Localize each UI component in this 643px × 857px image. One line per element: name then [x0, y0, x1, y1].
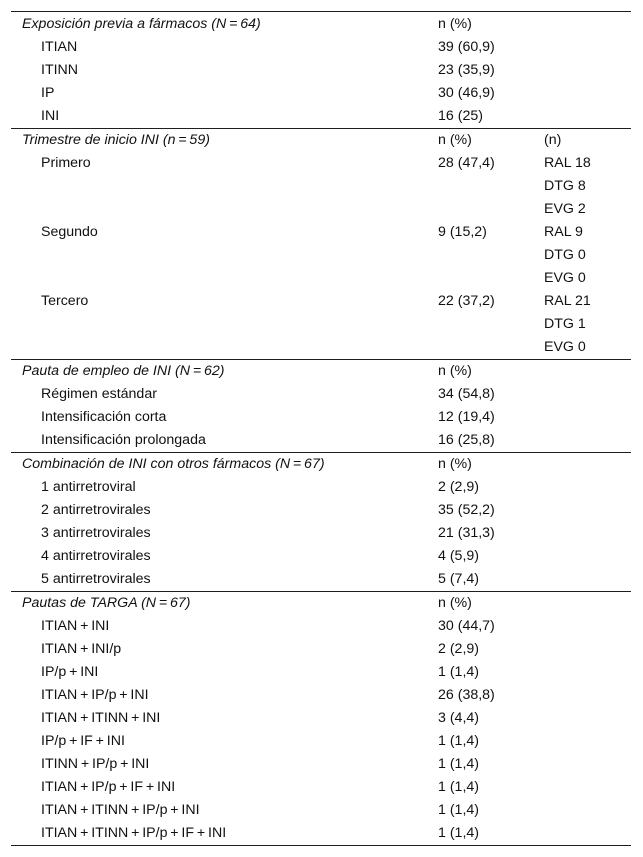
section-header	[11, 452, 631, 476]
table-row	[11, 545, 631, 568]
table-row	[11, 684, 631, 707]
row-label: IP	[41, 85, 55, 101]
table-row	[11, 476, 631, 499]
row-value: 2 (2,9)	[438, 479, 480, 495]
row-value: 1 (1,4)	[438, 664, 480, 680]
row-extra: DTG 1	[544, 316, 586, 332]
row-label: Primero	[41, 155, 91, 171]
row-value: 5 (7,4)	[438, 571, 480, 587]
table-row	[11, 313, 631, 336]
table-row	[11, 615, 631, 638]
row-label: IP/p + IF + INI	[41, 733, 125, 749]
column-header: n (%)	[438, 16, 472, 32]
row-label: Tercero	[41, 293, 89, 309]
row-label: IP/p + INI	[41, 664, 99, 680]
section-header	[11, 128, 631, 152]
row-value: 30 (44,7)	[438, 618, 495, 634]
row-label: Régimen estándar	[41, 386, 157, 402]
row-label: 2 antirretrovirales	[41, 502, 151, 518]
row-extra: DTG 0	[544, 247, 586, 263]
table-row	[11, 82, 631, 105]
section-header	[11, 359, 631, 383]
table-row	[11, 267, 631, 290]
table-row	[11, 429, 631, 452]
row-label: ITIAN + ITINN + IP/p + INI	[41, 802, 200, 818]
table-row	[11, 707, 631, 730]
row-extra: EVG 0	[544, 270, 586, 286]
row-label: 4 antirretrovirales	[41, 548, 151, 564]
table-row	[11, 776, 631, 799]
row-value: 3 (4,4)	[438, 710, 480, 726]
table-row	[11, 753, 631, 776]
row-label: ITINN	[41, 62, 79, 78]
table-row	[11, 638, 631, 661]
table-row	[11, 152, 631, 175]
table-row	[11, 822, 631, 845]
column-header-extra: (n)	[544, 132, 562, 148]
row-label: ITIAN + INI	[41, 618, 110, 634]
row-value: 39 (60,9)	[438, 39, 495, 55]
table-row	[11, 59, 631, 82]
row-value: 23 (35,9)	[438, 62, 495, 78]
row-label: ITIAN + INI/p	[41, 641, 122, 657]
table-row	[11, 336, 631, 359]
row-label: 5 antirretrovirales	[41, 571, 151, 587]
section-title: Combinación de INI con otros fármacos (N = 67)	[22, 456, 325, 472]
table-row	[11, 522, 631, 545]
row-value: 35 (52,2)	[438, 502, 495, 518]
section-title: Exposición previa a fármacos (N = 64)	[22, 16, 261, 32]
row-label: ITIAN	[41, 39, 78, 55]
table-row	[11, 730, 631, 753]
row-extra: EVG 0	[544, 339, 586, 355]
table-row	[11, 290, 631, 313]
column-header: n (%)	[438, 132, 472, 148]
table-row	[11, 105, 631, 128]
section-title: Pautas de TARGA (N = 67)	[22, 595, 191, 611]
row-value: 1 (1,4)	[438, 733, 480, 749]
row-extra: RAL 9	[544, 224, 583, 240]
table-row	[11, 499, 631, 522]
row-label: Intensificación prolongada	[41, 432, 206, 448]
table-row	[11, 799, 631, 822]
row-value: 2 (2,9)	[438, 641, 480, 657]
row-label: ITIAN + IP/p + INI	[41, 687, 149, 703]
table-row	[11, 406, 631, 429]
row-extra: DTG 8	[544, 178, 586, 194]
row-value: 30 (46,9)	[438, 85, 495, 101]
table-row	[11, 383, 631, 406]
row-value: 22 (37,2)	[438, 293, 495, 309]
row-label: ITIAN + IP/p + IF + INI	[41, 779, 176, 795]
row-value: 16 (25)	[438, 108, 483, 124]
section-header	[11, 13, 631, 36]
row-value: 21 (31,3)	[438, 525, 495, 541]
row-label: INI	[41, 108, 60, 124]
table-row	[11, 175, 631, 198]
row-label: 3 antirretrovirales	[41, 525, 151, 541]
table-row	[11, 568, 631, 591]
row-value: 34 (54,8)	[438, 386, 495, 402]
row-value: 1 (1,4)	[438, 756, 480, 772]
row-label: Intensificación corta	[41, 409, 167, 425]
table-row	[11, 198, 631, 221]
table-row	[11, 36, 631, 59]
section-title: Pauta de empleo de INI (N = 62)	[22, 363, 225, 379]
section-title: Trimestre de inicio INI (n = 59)	[22, 132, 210, 148]
data-table	[11, 11, 631, 846]
table-row	[11, 661, 631, 684]
column-header: n (%)	[438, 363, 472, 379]
row-value: 9 (15,2)	[438, 224, 487, 240]
row-label: Segundo	[41, 224, 98, 240]
column-header: n (%)	[438, 595, 472, 611]
row-value: 1 (1,4)	[438, 802, 480, 818]
row-value: 1 (1,4)	[438, 779, 480, 795]
row-value: 12 (19,4)	[438, 409, 495, 425]
row-label: ITIAN + ITINN + IP/p + IF + INI	[41, 825, 227, 841]
row-label: 1 antirretroviral	[41, 479, 136, 495]
row-label: ITINN + IP/p + INI	[41, 756, 150, 772]
row-label: ITIAN + ITINN + INI	[41, 710, 161, 726]
column-header: n (%)	[438, 456, 472, 472]
row-extra: RAL 21	[544, 293, 591, 309]
row-value: 4 (5,9)	[438, 548, 480, 564]
table-row	[11, 244, 631, 267]
row-value: 16 (25,8)	[438, 432, 495, 448]
row-value: 1 (1,4)	[438, 825, 480, 841]
section-header	[11, 591, 631, 615]
row-extra: RAL 18	[544, 155, 591, 171]
table-row	[11, 221, 631, 244]
row-value: 28 (47,4)	[438, 155, 495, 171]
row-extra: EVG 2	[544, 201, 586, 217]
row-value: 26 (38,8)	[438, 687, 495, 703]
